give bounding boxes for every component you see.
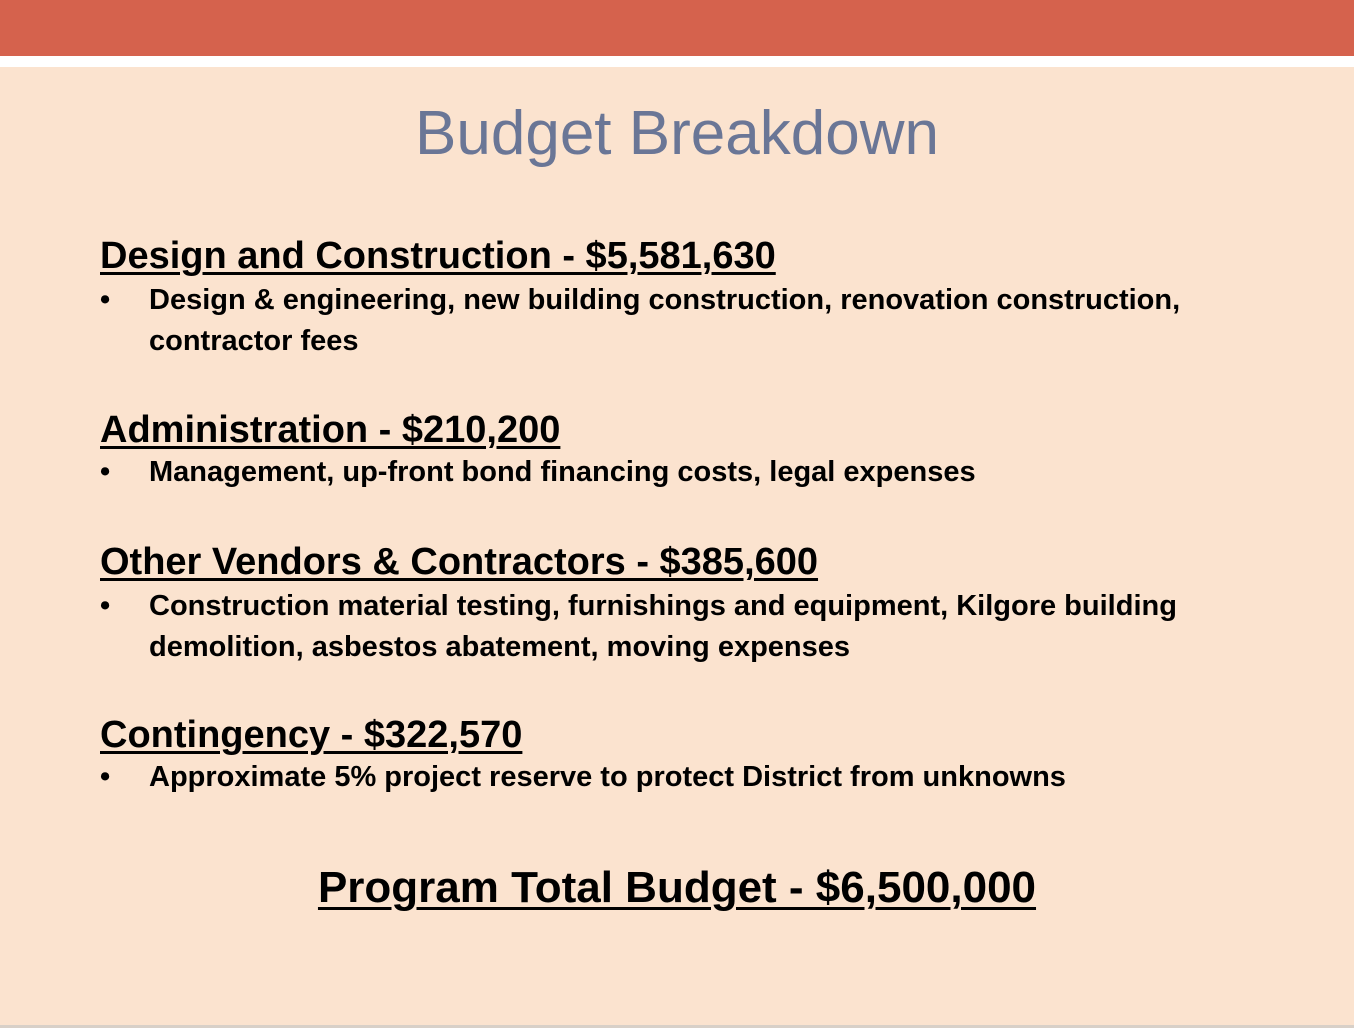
bullet-text: Management, up-front bond financing costs, legal expenses xyxy=(149,456,976,488)
section-other-vendors xyxy=(100,540,1280,668)
program-total-text: Program Total Budget - $6,500,000 xyxy=(317,863,1037,912)
bullet-text: Construction material testing, furnishings and equipment, Kilgore building demolition, asbestos abatement, moving expenses xyxy=(149,590,1177,663)
top-band-divider xyxy=(0,56,1354,67)
section-heading: Contingency - $322,570 xyxy=(100,714,523,756)
bullet-item xyxy=(100,757,1280,798)
program-total xyxy=(0,860,1354,916)
bullet-item xyxy=(100,452,1280,493)
slide-title: Budget Breakdown xyxy=(415,99,939,168)
bullet-text: Design & engineering, new building construction, renovation construction, contractor fees xyxy=(149,284,1181,357)
bullet-dot-icon: • xyxy=(100,284,111,316)
bullet-dot-icon: • xyxy=(100,761,111,793)
section-heading: Other Vendors & Contractors - $385,600 xyxy=(100,541,819,583)
section-administration xyxy=(100,408,1280,493)
section-design-construction xyxy=(100,234,1280,362)
section-heading: Administration - $210,200 xyxy=(100,409,561,451)
section-heading: Design and Construction - $5,581,630 xyxy=(100,235,776,277)
top-accent-band xyxy=(0,0,1354,56)
bullet-dot-icon: • xyxy=(100,456,111,488)
bullet-text: Approximate 5% project reserve to protect District from unknowns xyxy=(149,761,1066,793)
bullet-dot-icon: • xyxy=(100,590,111,622)
bullet-item xyxy=(100,280,1280,362)
bullet-item xyxy=(100,586,1280,668)
section-contingency xyxy=(100,713,1280,798)
